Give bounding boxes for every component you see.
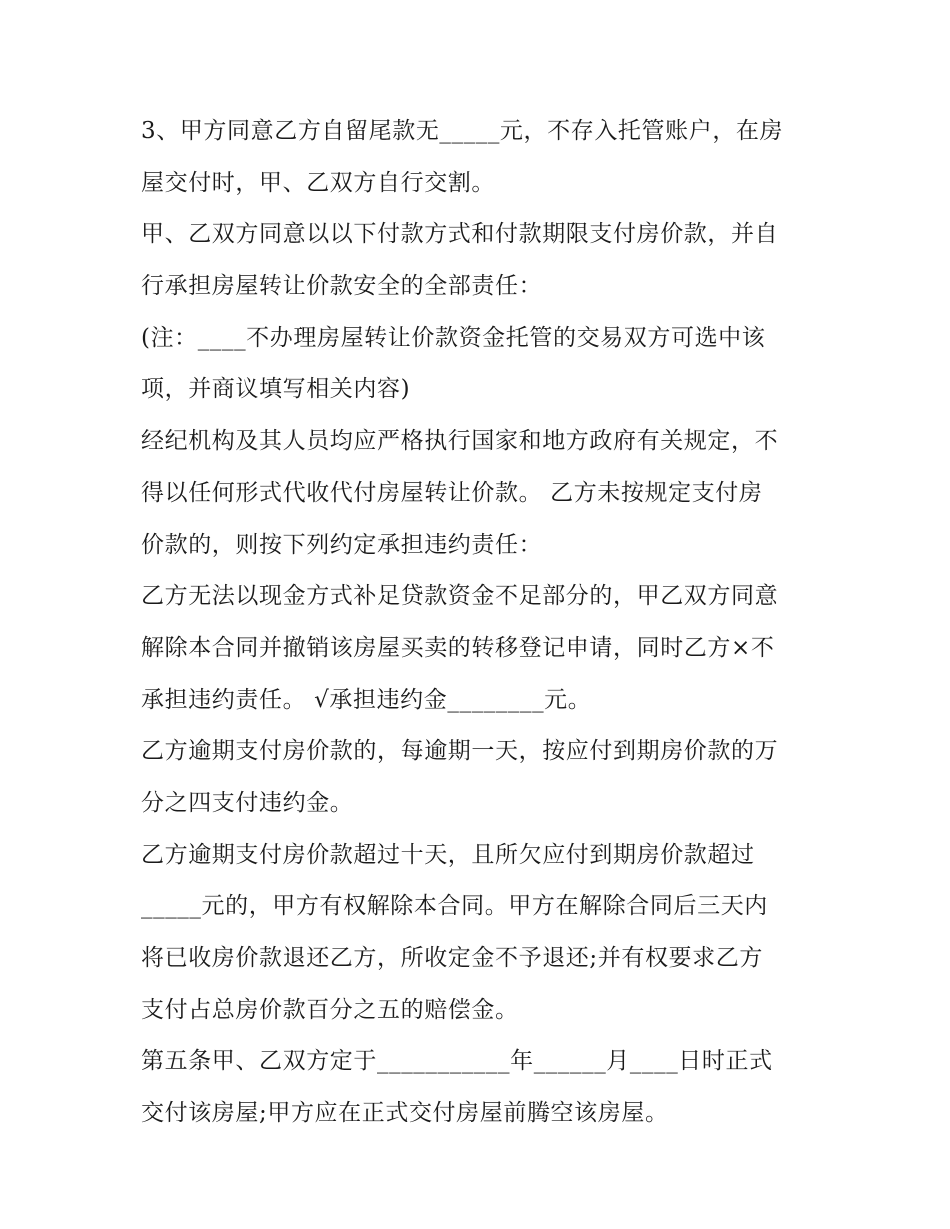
text-line: 解除本合同并撤销该房屋买卖的转移登记申请，同时乙方×不 <box>141 634 775 661</box>
text-line: _____元的，甲方有权解除本合同。甲方在解除合同后三天内 <box>141 893 768 920</box>
text-line: 3、甲方同意乙方自留尾款无_____元，不存入托管账户，在房 <box>141 118 784 144</box>
text-line: 承担违约责任。 √承担违约金________元。 <box>141 686 592 713</box>
text-line: 价款的，则按下列约定承担违约责任： <box>141 531 543 558</box>
text-line: 第五条甲、乙双方定于___________年______月____日时正式 <box>141 1048 773 1075</box>
text-line: 甲、乙双方同意以以下付款方式和付款期限支付房价款，并自 <box>141 221 779 248</box>
text-line: 支付占总房价款百分之五的赔偿金。 <box>141 996 519 1023</box>
document-body <box>141 106 821 1140</box>
text-line: 乙方无法以现金方式补足贷款资金不足部分的，甲乙双方同意 <box>141 583 779 610</box>
text-line: 乙方逾期支付房价款的，每逾期一天，按应付到期房价款的万 <box>141 738 779 765</box>
text-line: 乙方逾期支付房价款超过十天，且所欠应付到期房价款超过 <box>141 841 755 868</box>
text-line: 经纪机构及其人员均应严格执行国家和地方政府有关规定，不 <box>141 428 779 455</box>
text-line: 项，并商议填写相关内容) <box>141 376 411 403</box>
text-line: 交付该房屋;甲方应在正式交付房屋前腾空该房屋。 <box>141 1100 669 1127</box>
text-line: (注：____不办理房屋转让价款资金托管的交易双方可选中该 <box>141 324 766 351</box>
text-line: 行承担房屋转让价款安全的全部责任： <box>141 273 543 300</box>
text-line: 将已收房价款退还乙方，所收定金不予退还;并有权要求乙方 <box>141 945 763 971</box>
text-line: 分之四支付违约金。 <box>141 789 354 816</box>
text-line: 屋交付时，甲、乙双方自行交割。 <box>141 169 495 196</box>
text-line: 得以任何形式代收代付房屋转让价款。 乙方未按规定支付房 <box>141 479 763 506</box>
